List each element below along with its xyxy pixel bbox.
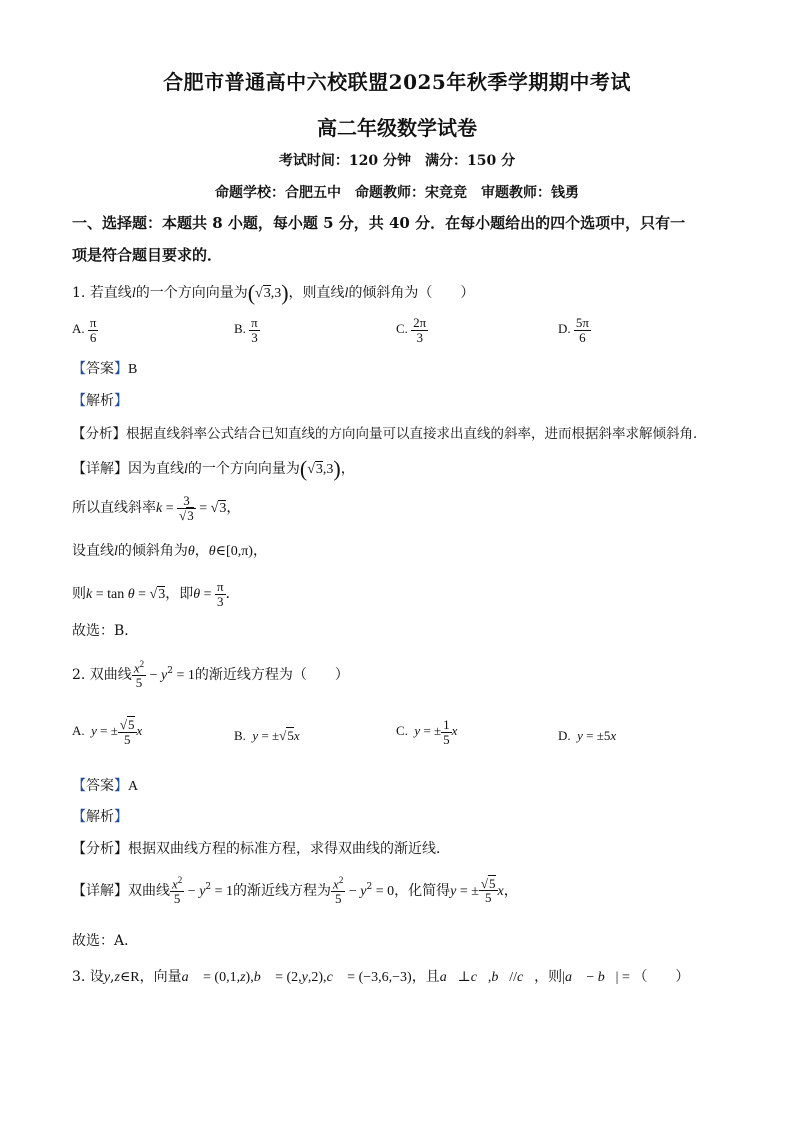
- exam-info: 考试时间：120 分钟 满分：150 分: [278, 153, 516, 169]
- q2-analysis-note: 【分析】根据双曲线方程的标准方程，求得双曲线的渐近线．: [72, 841, 450, 857]
- q1-step-slope: 所以直线斜率k = $\frac{3}{√3}$ = √3，: [72, 493, 241, 523]
- q2-option-b: B. y = ±√5x: [234, 728, 300, 743]
- q1-option-b: B. $\frac{\pi}{3}$: [234, 315, 258, 345]
- q1-detail: 【详解】因为直线l的一个方向向量为(√3,3)，: [72, 456, 355, 481]
- q2-option-a: A. y = ± $\frac{√5}{5}$ x: [72, 717, 143, 747]
- q2-option-d: D. y = ±5x: [558, 728, 617, 743]
- q1-conclusion: 故选：B．: [72, 623, 139, 639]
- exam-subtitle: 高二年级数学试卷: [317, 116, 477, 140]
- q1-option-a: A. $\frac{\pi}{6}$: [72, 315, 97, 345]
- q2-stem: 2. 双曲线 $\frac{x^2}{5}$ − $y^2 = 1$的渐近线方程为（ ）: [72, 659, 349, 690]
- q2-option-c: C. y = ± $\frac{1}{5}$ x: [396, 717, 458, 747]
- q1-option-d: D. $\frac{5\pi}{6}$: [558, 315, 589, 345]
- q1-answer: 【答案】B: [72, 361, 138, 377]
- q2-conclusion: 故选：A．: [72, 933, 139, 949]
- q2-analysis-label: 【解析】: [72, 809, 128, 825]
- q1-analysis-label: 【解析】: [72, 393, 128, 409]
- section-heading-line1: 一、选择题：本题共 8 小题，每小题 5 分，共 40 分．在每小题给出的四个选项中，只有一: [72, 214, 686, 232]
- staff-info: 命题学校：合肥五中 命题教师：宋竞竞 审题教师：钱勇: [215, 185, 579, 201]
- section-heading-line2: 项是符合题目要求的．: [72, 246, 223, 264]
- q1-option-c: C. $\frac{2\pi}{3}$: [396, 315, 427, 345]
- q1-step-angle: 设直线l的倾斜角为θ，θ∈[0,π)，: [72, 543, 267, 559]
- q1-analysis-note: 【分析】根据直线斜率公式结合已知直线的方向向量可以直接求出直线的斜率，进而根据斜率求解倾斜角．: [72, 426, 707, 442]
- q2-answer: 【答案】A: [72, 778, 139, 794]
- q1-stem: 1. 若直线l的一个方向向量为(√3,3)，则直线l的倾斜角为（ ）: [72, 280, 475, 305]
- q3-stem: 3. 设y,z∈R，向量a⃗ = (0,1,z),b⃗ = (2,y,2),c⃗ = (−3,6,−3)，且a⃗⊥c⃗,b⃗//c⃗，则|a⃗ − b⃗| = （ ）: [72, 969, 690, 985]
- q2-detail: 【详解】双曲线 $\frac{x^2}{5}$ − $y^2 = 1$的渐近线方程为 $\frac{x^2}{5}$ − $y^2 = 0$，化简得y = ± $\frac{√5}{5}$ x，: [72, 875, 518, 906]
- q1-step-tan: 则k = tan θ = √3，即θ = $\frac{\pi}{3}$ ．: [72, 579, 240, 609]
- exam-title: 合肥市普通高中六校联盟2025年秋季学期期中考试: [163, 70, 631, 94]
